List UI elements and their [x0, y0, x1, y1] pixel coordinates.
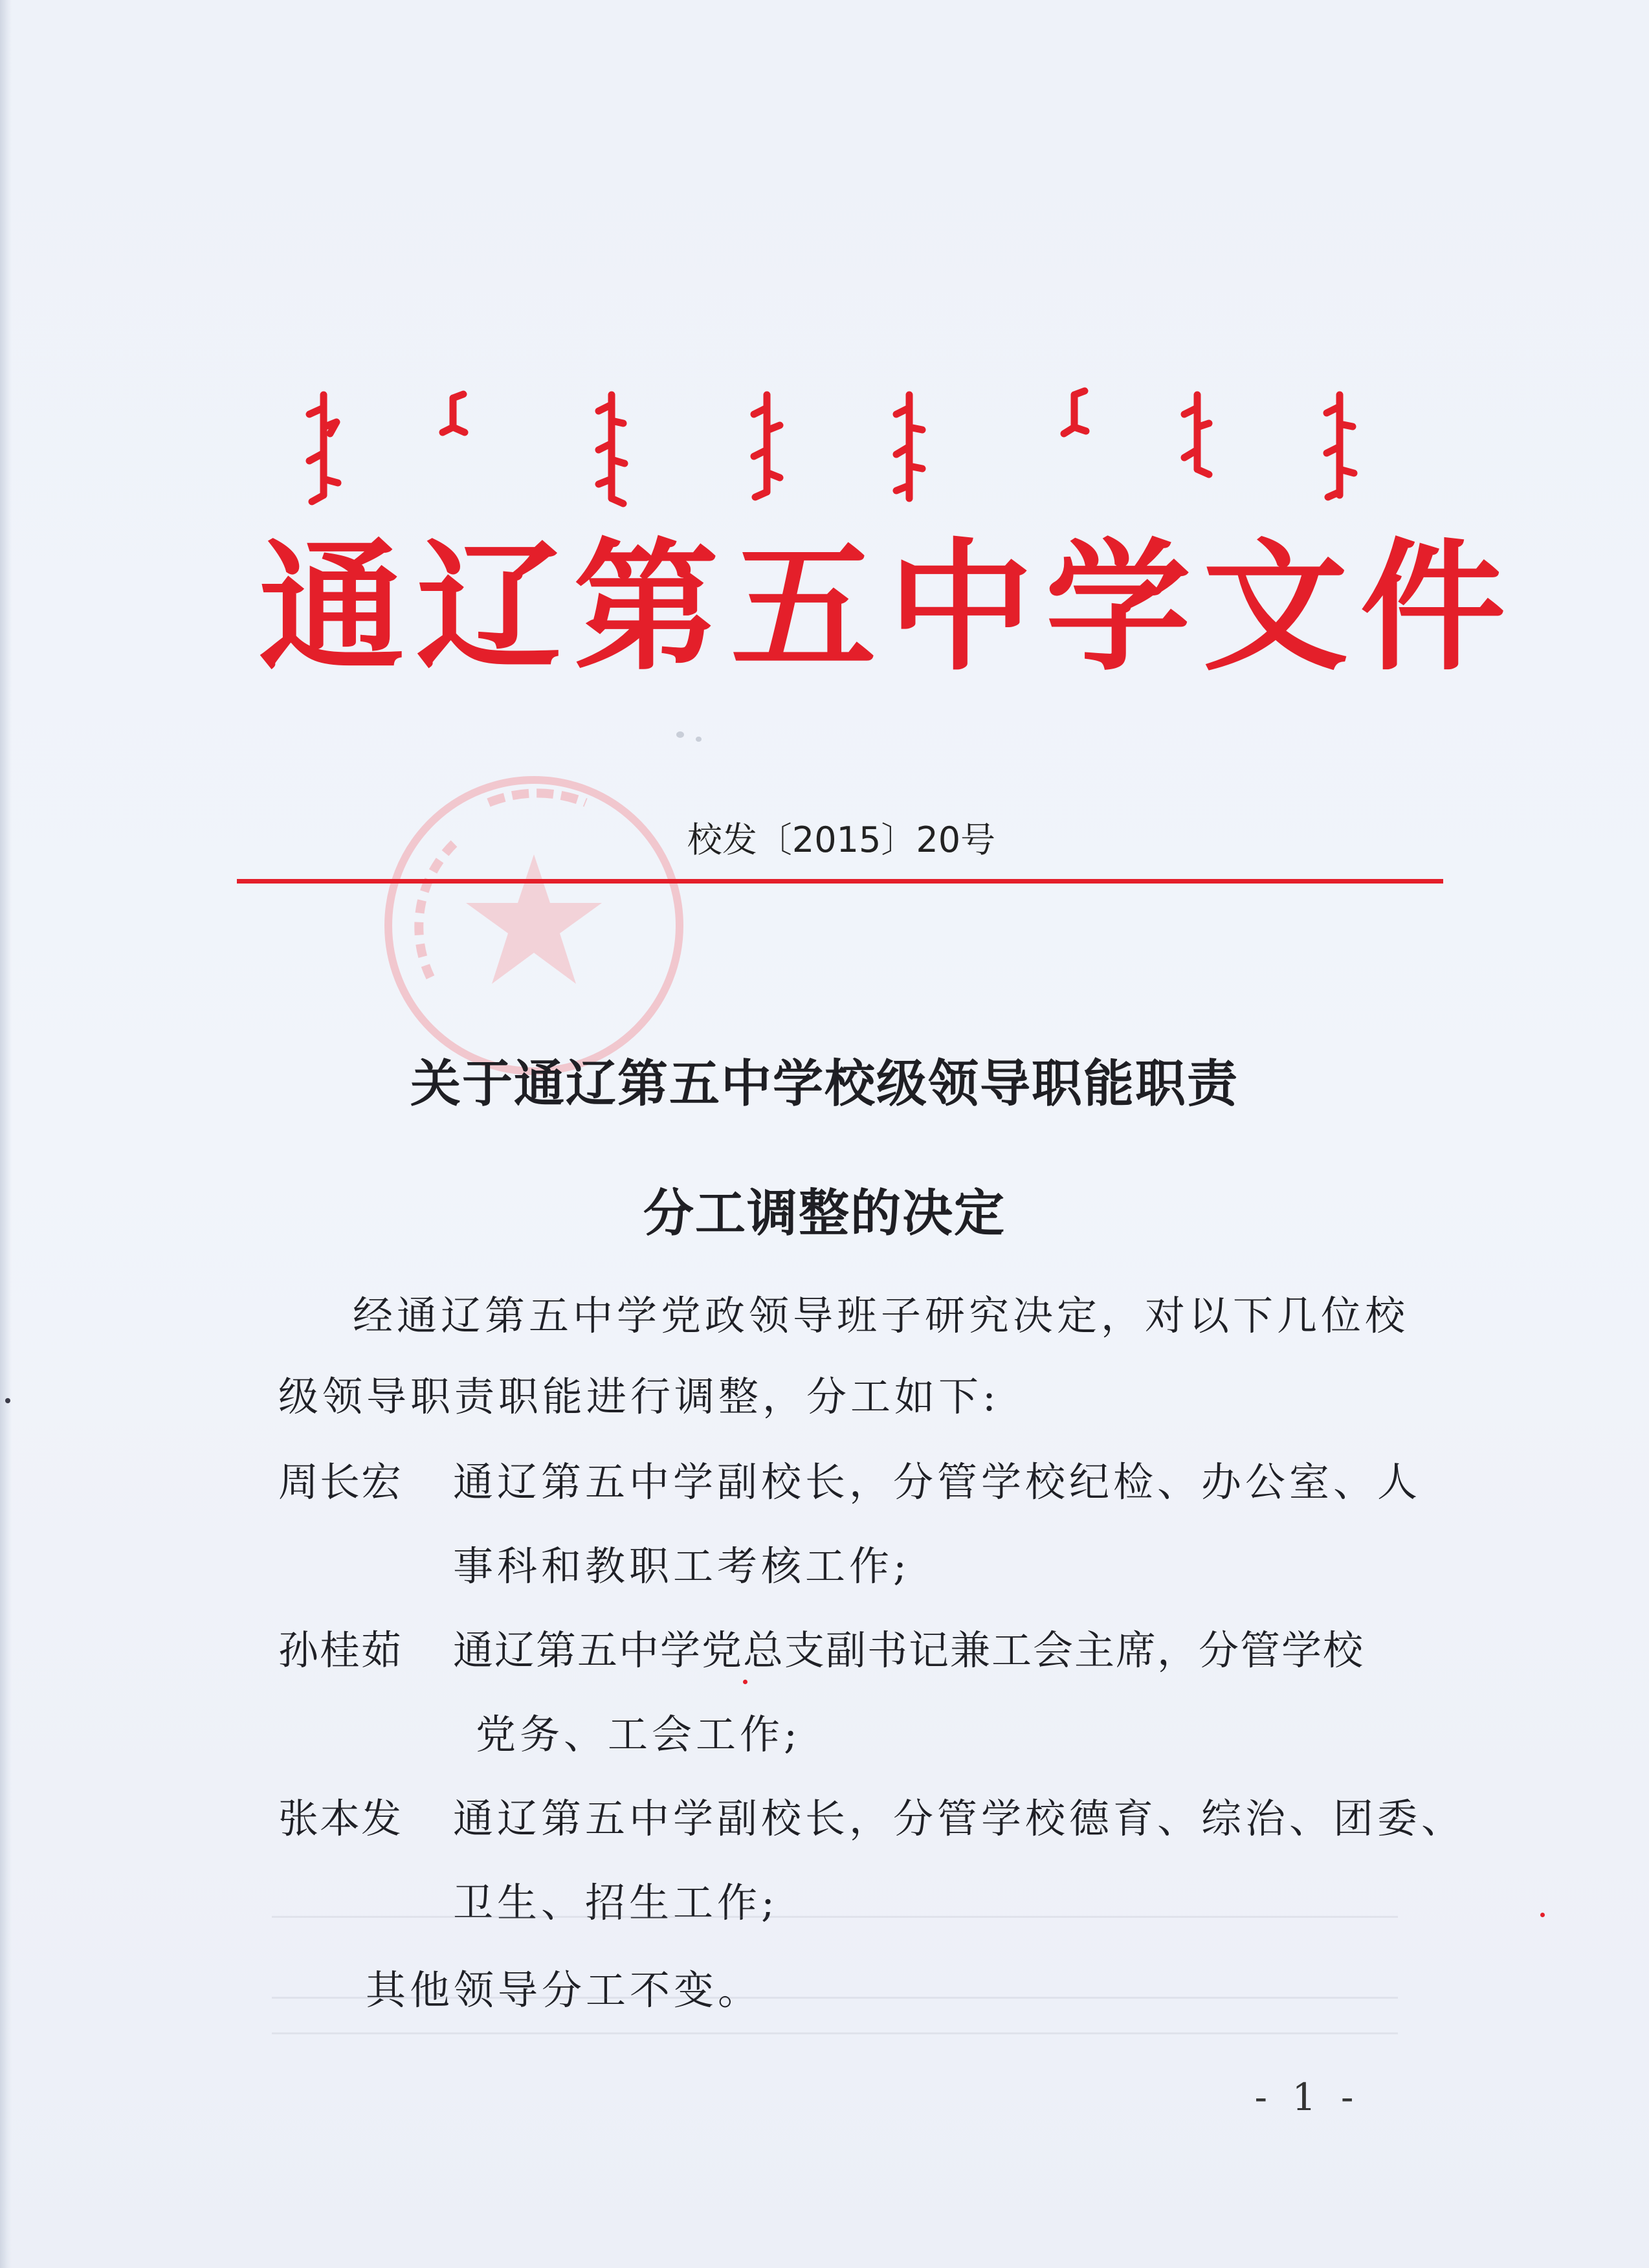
assignment-duty-line-2: 卫生、招生工作; [453, 1879, 779, 1926]
scan-left-edge [0, 0, 12, 2268]
assignment-name: 孙桂茹 [278, 1627, 403, 1674]
assignment-duty-line-1: 通辽第五中学党总支副书记兼工会主席，分管学校 [453, 1627, 1365, 1674]
official-seal [372, 764, 696, 1087]
document-title-line-1: 关于通辽第五中学校级领导职能职责 [410, 1054, 1239, 1113]
scan-speck [676, 731, 684, 738]
scan-dot [5, 1398, 10, 1403]
bleed-through-line [272, 1916, 1398, 1918]
assignment-name: 周长宏 [278, 1458, 403, 1506]
bleed-through-line [272, 2032, 1398, 2034]
scan-speck [696, 737, 702, 742]
closing-statement: 其他领导分工不变。 [366, 1966, 762, 2014]
assignment-name: 张本发 [278, 1795, 403, 1842]
mongolian-script-header [298, 382, 1372, 511]
assignment-duty-line-2: 党务、工会工作; [476, 1711, 801, 1758]
assignment-duty-line-1: 通辽第五中学副校长，分管学校德育、综治、团委、 [453, 1795, 1466, 1842]
document-title-line-2: 分工调整的决定 [643, 1184, 1006, 1243]
red-divider-line [237, 879, 1443, 884]
assignment-duty-line-1: 通辽第五中学副校长，分管学校纪检、办公室、人 [453, 1458, 1422, 1506]
bleed-through-line [272, 1997, 1398, 1999]
intro-paragraph-line-2: 级领导职责职能进行调整，分工如下: [278, 1373, 1000, 1420]
intro-paragraph-line-1: 经通辽第五中学党政领导班子研究决定，对以下几位校 [353, 1292, 1410, 1339]
masthead-title: 通辽第五中学文件 [259, 526, 1518, 690]
scan-speck [743, 1680, 747, 1684]
scan-speck [1540, 1913, 1545, 1917]
document-number: 校发〔2015〕20号 [687, 819, 996, 860]
page-number: - 1 - [1254, 2075, 1360, 2119]
assignment-duty-line-2: 事科和教职工考核工作; [453, 1542, 911, 1590]
